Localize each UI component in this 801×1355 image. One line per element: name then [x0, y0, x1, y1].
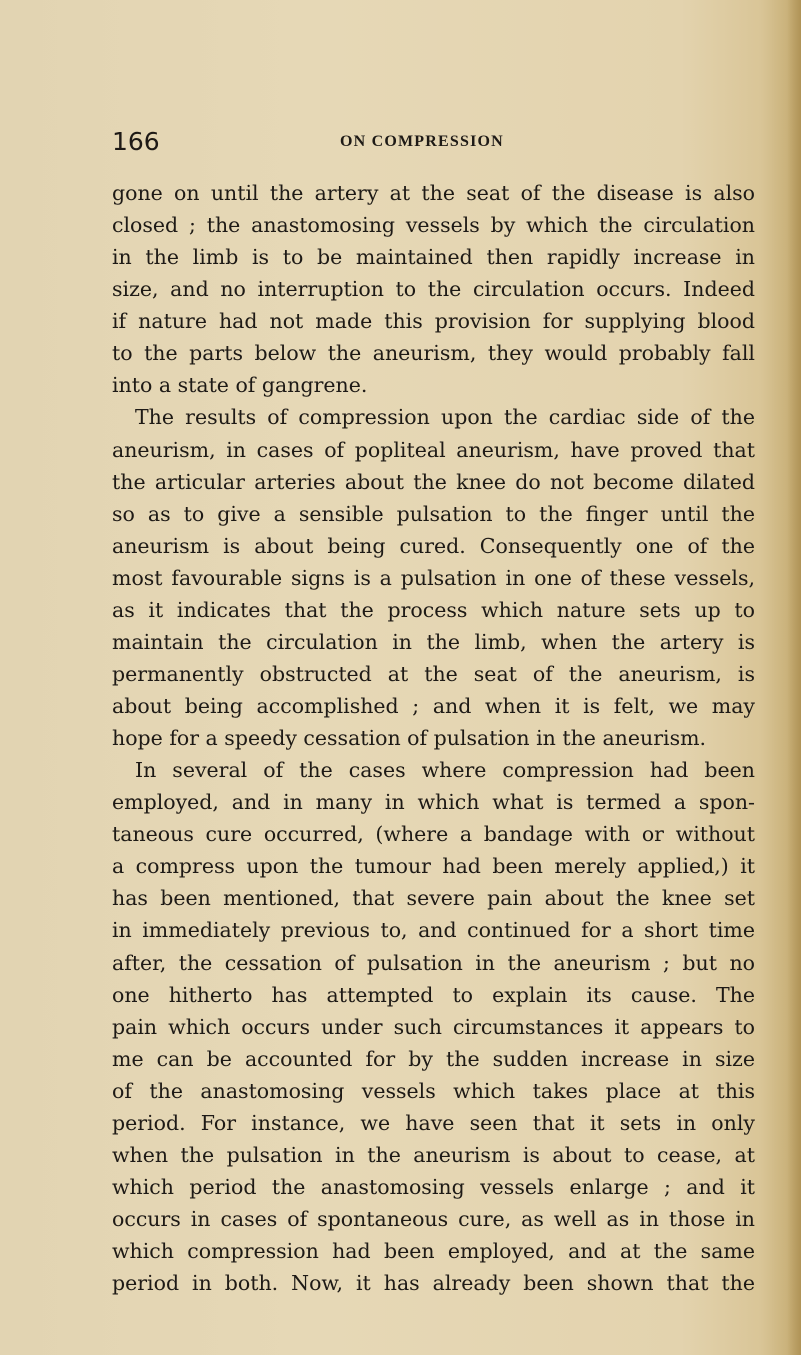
text-line: which compression had been employed, and at the same [112, 1239, 755, 1264]
text-line: period in both. Now, it has already been shown that the [112, 1271, 755, 1296]
text-line: into a state of gangrene. [112, 373, 368, 398]
text-line: permanently obstructed at the seat of the aneurism, is [112, 661, 755, 686]
paragraph [112, 754, 755, 1299]
text-line: period. For instance, we have seen that it sets in only [112, 1110, 755, 1135]
text-line: taneous cure occurred, (where a bandage with or without [112, 822, 755, 847]
page-header [112, 124, 752, 160]
text-line: if nature had not made this provision for supplying blood [112, 309, 755, 334]
paragraph [112, 401, 755, 754]
text-line: after, the cessation of pulsation in the aneurism ; but no [112, 950, 755, 975]
text-line: so as to give a sensible pulsation to the finger until the [112, 501, 755, 526]
text-line: to the parts below the aneurism, they would probably fall [112, 341, 755, 366]
text-line: which period the anastomosing vessels enlarge ; and it [112, 1174, 755, 1199]
text-line: in immediately previous to, and continued for a short time [112, 918, 755, 943]
text-line: hope for a speedy cessation of pulsation in the aneurism. [112, 726, 707, 751]
text-line: as it indicates that the process which nature sets up to [112, 597, 755, 622]
text-line: aneurism is about being cured. Consequently one of the [112, 533, 755, 558]
running-head: ON COMPRESSION [340, 133, 504, 150]
text-line: one hitherto has attempted to explain its cause. The [112, 982, 755, 1007]
text-line: pain which occurs under such circumstances it appears to [112, 1014, 755, 1039]
text-line: occurs in cases of spontaneous cure, as well as in those in [112, 1207, 755, 1231]
text-line: maintain the circulation in the limb, when the artery is [112, 629, 755, 654]
text-line: in the limb is to be maintained then rapidly increase in [112, 245, 755, 270]
text-line: has been mentioned, that severe pain about the knee set [112, 886, 755, 911]
text-line: of the anastomosing vessels which takes place at this [112, 1078, 755, 1103]
text-line: size, and no interruption to the circulation occurs. Indeed [112, 277, 755, 302]
text-line: The results of compression upon the cardiac side of the [135, 405, 755, 430]
page-number: 166 [112, 127, 160, 156]
text-line: when the pulsation in the aneurism is about to cease, at [112, 1142, 755, 1167]
body-text [112, 177, 755, 1299]
text-line: most favourable signs is a pulsation in one of these vessels, [112, 565, 755, 590]
text-line: aneurism, in cases of popliteal aneurism, have proved that [112, 437, 755, 462]
text-line: closed ; the anastomosing vessels by which the circulation [112, 213, 755, 238]
paragraph [112, 177, 755, 401]
text-line: the articular arteries about the knee do not become dilated [112, 469, 755, 494]
text-line: gone on until the artery at the seat of the disease is also [112, 181, 755, 205]
page-edge-shadow [787, 0, 801, 1355]
text-line: about being accomplished ; and when it is felt, we may [112, 694, 755, 718]
text-line: employed, and in many in which what is termed a spon- [112, 790, 755, 815]
text-line: a compress upon the tumour had been merely applied,) it [112, 854, 755, 879]
text-line: In several of the cases where compression had been [135, 758, 755, 783]
text-line: me can be accounted for by the sudden increase in size [112, 1046, 755, 1071]
